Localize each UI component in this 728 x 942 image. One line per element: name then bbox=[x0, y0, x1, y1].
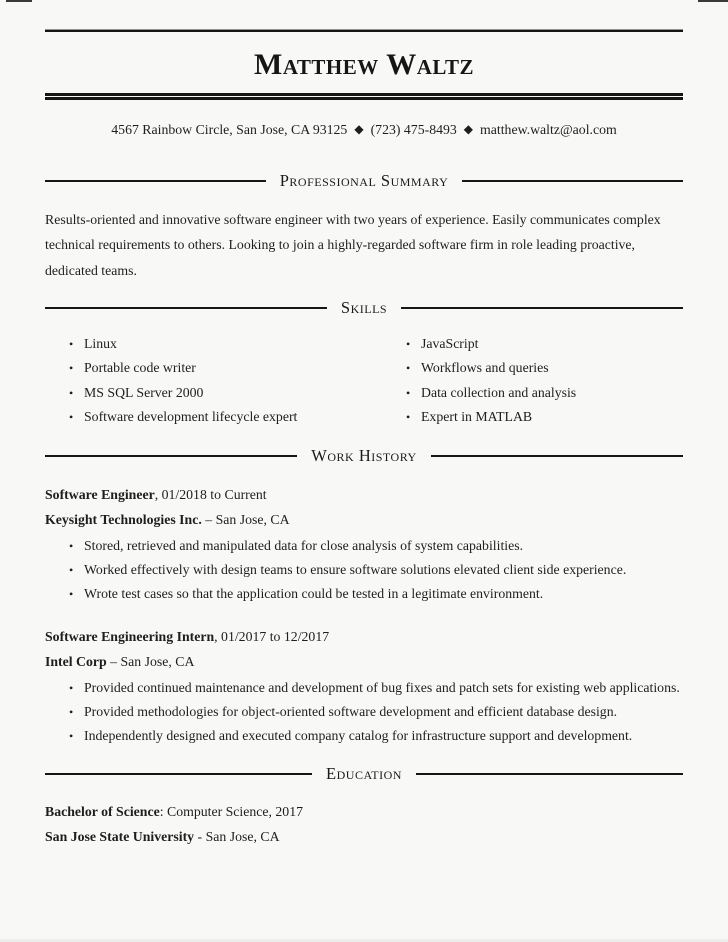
heading-rule-left bbox=[45, 307, 327, 309]
page-title: Matthew Waltz bbox=[254, 48, 474, 81]
heading-rule-left bbox=[45, 455, 297, 457]
heading-rule-right bbox=[401, 307, 683, 309]
skills-list bbox=[45, 332, 683, 429]
job-location: – San Jose, CA bbox=[106, 654, 195, 670]
section-heading-education bbox=[45, 763, 683, 785]
education-degree: Bachelor of Science bbox=[45, 804, 160, 820]
section-title-summary: Professional Summary bbox=[279, 171, 449, 190]
skill-item bbox=[57, 381, 358, 405]
skill-label: Expert in MATLAB bbox=[421, 408, 533, 424]
bullet-icon: • bbox=[69, 538, 74, 553]
skill-item bbox=[382, 356, 683, 380]
job-company-line bbox=[45, 508, 683, 533]
job-bullet-text: Provided methodologies for object-oriented software development and efficient database design. bbox=[84, 704, 618, 720]
job-bullet-list bbox=[45, 676, 683, 749]
scan-artifact-top-right bbox=[698, 0, 728, 2]
skill-item bbox=[57, 332, 358, 356]
section-title-education: Education bbox=[326, 764, 402, 784]
job-title-line bbox=[45, 483, 683, 508]
job-dates: , 01/2018 to Current bbox=[154, 487, 267, 503]
job-bullet-item bbox=[45, 700, 683, 724]
job-bullet-item bbox=[45, 582, 683, 606]
scan-artifact-top-left bbox=[6, 0, 32, 2]
skill-item bbox=[382, 332, 683, 356]
skill-label: Data collection and analysis bbox=[421, 384, 577, 400]
bullet-icon: • bbox=[69, 337, 74, 352]
job-bullet-text: Provided continued maintenance and development of bug fixes and patch sets for existing web applications. bbox=[84, 679, 680, 695]
header-bottom-rule bbox=[45, 93, 683, 100]
job-company: Intel Corp bbox=[45, 654, 107, 670]
summary-paragraph: Results-oriented and innovative software engineer with two years of experience. Easily communicates complex technical requirements to others. Looking to join a highly-regarded software firm in role leading proactive, dedicated teams. bbox=[45, 212, 661, 278]
section-heading-summary bbox=[45, 170, 683, 192]
skill-item bbox=[382, 405, 683, 429]
bullet-icon: • bbox=[406, 361, 411, 376]
job-bullet-list bbox=[45, 534, 683, 607]
job-bullet-item bbox=[45, 676, 683, 700]
job-bullet-item bbox=[45, 724, 683, 748]
contact-email: matthew.waltz@aol.com bbox=[480, 122, 617, 137]
job-company-line bbox=[45, 650, 683, 675]
job-entry-1 bbox=[45, 483, 683, 606]
resume-content bbox=[0, 29, 728, 850]
skill-label: Workflows and queries bbox=[421, 360, 549, 376]
section-title-work-history: Work History bbox=[311, 446, 417, 466]
heading-rule-left bbox=[45, 773, 312, 775]
bullet-icon: • bbox=[69, 729, 74, 744]
job-bullet-text: Wrote test cases so that the application could be tested in a legitimate environment. bbox=[84, 586, 544, 602]
bullet-icon: • bbox=[69, 409, 74, 424]
section-heading-skills bbox=[45, 297, 683, 319]
bullet-icon: • bbox=[406, 337, 411, 352]
job-bullet-item bbox=[45, 558, 683, 582]
job-role: Software Engineering Intern bbox=[45, 629, 215, 645]
header-top-rule bbox=[45, 29, 683, 32]
education-entry bbox=[45, 800, 683, 850]
section-heading-work-history bbox=[45, 445, 683, 467]
bullet-icon: • bbox=[69, 680, 74, 695]
skill-label: Linux bbox=[84, 336, 117, 352]
bullet-icon: • bbox=[69, 385, 74, 400]
job-title-line bbox=[45, 625, 683, 650]
contact-phone: (723) 475-8493 bbox=[370, 122, 457, 137]
skill-item bbox=[57, 405, 358, 429]
heading-rule-left bbox=[45, 180, 266, 182]
heading-rule-right bbox=[416, 773, 683, 775]
skill-item bbox=[382, 381, 683, 405]
job-bullet-text: Independently designed and executed company catalog for infrastructure support and development. bbox=[84, 728, 633, 744]
contact-address: 4567 Rainbow Circle, San Jose, CA 93125 bbox=[111, 122, 348, 137]
job-company: Keysight Technologies Inc. bbox=[45, 511, 202, 527]
bullet-icon: • bbox=[69, 361, 74, 376]
education-school: San Jose State University bbox=[45, 829, 195, 845]
job-bullet-text: Stored, retrieved and manipulated data for close analysis of system capabilities. bbox=[84, 537, 524, 553]
job-bullet-item bbox=[45, 534, 683, 558]
job-bullet-text: Worked effectively with design teams to ensure software solutions elevated client side experience. bbox=[84, 561, 627, 577]
contact-line bbox=[45, 120, 683, 140]
skill-item bbox=[57, 356, 358, 380]
skill-label: Software development lifecycle expert bbox=[84, 408, 298, 424]
job-dates: , 01/2017 to 12/2017 bbox=[214, 629, 330, 645]
job-entry-2 bbox=[45, 625, 683, 748]
job-role: Software Engineer bbox=[45, 487, 155, 503]
job-location: – San Jose, CA bbox=[201, 511, 290, 527]
education-degree-line bbox=[45, 800, 683, 825]
heading-rule-right bbox=[462, 180, 683, 182]
bullet-icon: • bbox=[69, 587, 74, 602]
skill-label: JavaScript bbox=[421, 336, 479, 352]
bullet-icon: • bbox=[69, 705, 74, 720]
education-school-line bbox=[45, 825, 683, 850]
diamond-icon: ◆ bbox=[354, 122, 364, 136]
bullet-icon: • bbox=[69, 562, 74, 577]
section-title-skills: Skills bbox=[340, 298, 388, 318]
skill-label: MS SQL Server 2000 bbox=[84, 384, 204, 400]
diamond-icon: ◆ bbox=[463, 122, 474, 136]
bullet-icon: • bbox=[406, 385, 411, 400]
bullet-icon: • bbox=[406, 409, 411, 424]
skill-label: Portable code writer bbox=[84, 360, 196, 376]
education-school-detail: - San Jose, CA bbox=[194, 829, 280, 845]
heading-rule-right bbox=[431, 455, 683, 457]
education-degree-detail: : Computer Science, 2017 bbox=[159, 804, 304, 820]
